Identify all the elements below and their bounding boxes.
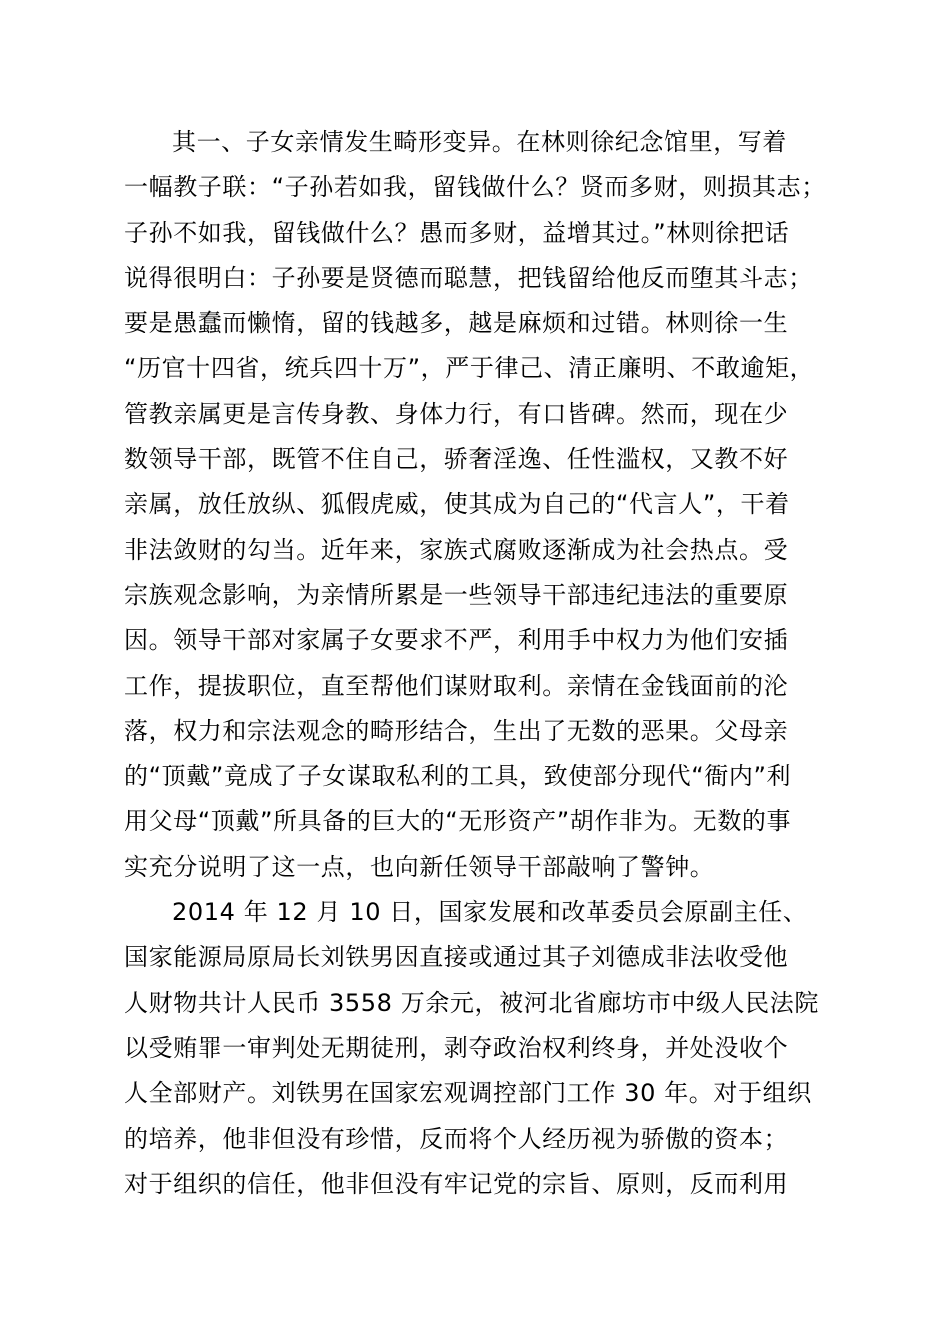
text-line: 管教亲属更是言传身教、身体力行，有口皆碑。然而，现在少	[124, 399, 789, 428]
text-line: 一幅教子联：“子孙若如我，留钱做什么？贤而多财，则损其志；	[124, 173, 826, 202]
text-line: 用父母“顶戴”所具备的巨大的“无形资产”胡作非为。无数的事	[124, 807, 792, 836]
text-line: 数领导干部，既管不住自己，骄奢淫逸、任性滥权，又教不好	[124, 445, 789, 474]
text-line: 对于组织的信任，他非但没有牢记党的宗旨、原则，反而利用	[124, 1169, 789, 1198]
text-line: 国家能源局原局长刘铁男因直接或通过其子刘德成非法收受他	[124, 943, 789, 972]
text-line: 人全部财产。刘铁男在国家宏观调控部门工作 30 年。对于组织	[124, 1079, 812, 1108]
text-line: 的“顶戴”竟成了子女谋取私利的工具，致使部分现代“衙内”利	[124, 762, 792, 791]
text-line: 人财物共计人民币 3558 万余元，被河北省廊坊市中级人民法院	[124, 988, 819, 1017]
text-line: 宗族观念影响，为亲情所累是一些领导干部违纪违法的重要原	[124, 580, 789, 609]
text-line: 说得很明白：子孙要是贤德而聪慧，把钱留给他反而堕其斗志；	[124, 263, 813, 292]
text-line: 亲属，放任放纵、狐假虎威，使其成为自己的“代言人”，干着	[124, 490, 790, 519]
text-line: 其一、子女亲情发生畸形变异。在林则徐纪念馆里，写着	[172, 128, 787, 156]
text-line: 的培养，他非但没有珍惜，反而将个人经历视为骄傲的资本；	[124, 1124, 789, 1153]
text-line: 因。领导干部对家属子女要求不严，利用手中权力为他们安插	[124, 626, 789, 655]
text-line: 非法敛财的勾当。近年来，家族式腐败逐渐成为社会热点。受	[124, 535, 789, 564]
text-line: 要是愚蠢而懒惰，留的钱越多，越是麻烦和过错。林则徐一生	[124, 309, 789, 338]
text-line: 工作，提拔职位，直至帮他们谋财取利。亲情在金钱面前的沦	[124, 671, 789, 700]
body-text	[124, 120, 864, 1207]
paragraph-1	[124, 120, 864, 890]
text-line: 以受贿罪一审判处无期徒刑，剥夺政治权利终身，并处没收个	[124, 1033, 789, 1062]
text-line: 2014 年 12 月 10 日，国家发展和改革委员会原副主任、	[172, 898, 808, 927]
text-line: 落，权力和宗法观念的畸形结合，生出了无数的恶果。父母亲	[124, 716, 789, 745]
text-line: “历官十四省，统兵四十万”，严于律己、清正廉明、不敢逾矩，	[124, 354, 815, 383]
text-line: 子孙不如我，留钱做什么？愚而多财，益增其过。”林则徐把话	[124, 218, 790, 247]
paragraph-2	[124, 890, 864, 1207]
text-line: 实充分说明了这一点，也向新任领导干部敲响了警钟。	[124, 852, 715, 881]
